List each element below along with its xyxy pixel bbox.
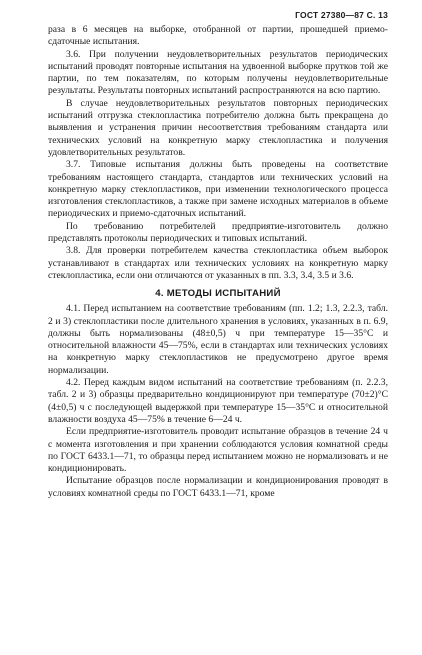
paragraph: По требованию потребителей предприятие-изготовитель должно представлять протоколы периодических и типовых испытаний. — [48, 220, 388, 245]
section-heading: 4. МЕТОДЫ ИСПЫТАНИЙ — [155, 288, 281, 300]
paragraph: 3.7. Типовые испытания должны быть проведены на соответствие требованиям настоящего стандарта, стандартов или технических условий на конкретную марку стеклопластиков, при изменении технологического процесса изготовления стеклопластиков, а также при замене исходных материалов в объеме периодических и приемо-сдаточных испытаний. — [48, 159, 388, 220]
paragraph: 4.2. Перед каждым видом испытаний на соответствие требованиям (п. 2.2.3, табл. 2 и 3) образцы предварительно кондиционируют при температуре (70±2)°С (4±0,5) ч с последующей выдержкой при температуре 15—35°С и относительной влажности воздуха 45—75% в течение 6—24 ч. — [48, 377, 388, 425]
paragraph: 3.8. Для проверки потребителем качества стеклопластика объем выборок устанавливают в стандартах или технических условиях на конкретную марку стеклопластика, если они отличаются от указанных в пп. 3.3, 3.4, 3.5 и 3.6. — [48, 245, 388, 281]
paragraph: 3.6. При получении неудовлетворительных результатов периодических испытаний проводят повторные испытания на удвоенной выборке прутков той же партии, по тем показателям, по которым получены неудовлетворительные результаты. Результаты повторных испытаний распространяются на всю партию. — [48, 48, 388, 97]
paragraph: 4.1. Перед испытанием на соответствие требованиям (пп. 1.2; 1.3, 2.2.3, табл. 2 и 3) стеклопластики после длительного хранения в условиях, указанных в п. 6.9, должны быть нормализованы (48±0,5) ч при температуре 15—35°С и относительной влажности 45—75%, если в стандартах или технических условиях на конкретную марку стеклопластиков не предусмотрено другое время нормализации. — [48, 303, 388, 376]
page-header: ГОСТ 27380—87 С. 13 — [295, 10, 388, 20]
paragraph: Если предприятие-изготовитель проводит испытание образцов в течение 24 ч с момента изготовления и при хранении соблюдаются условия комнатной среды по ГОСТ 6433.1—71, то образцы перед испытанием можно не нормализовать и не кондиционировать. — [48, 426, 388, 475]
paragraph: Испытание образцов после нормализации и кондиционирования проводят в условиях комнатной среды по ГОСТ 6433.1—71, кроме — [48, 475, 388, 499]
document-body — [48, 24, 388, 500]
paragraph: раза в 6 месяцев на выборке, отобранной от партии, прошедшей приемо-сдаточные испытания. — [48, 24, 388, 48]
paragraph: В случае неудовлетворительных результатов повторных периодических испытаний отгрузка стеклопластика потребителю должна быть прекращена до выявления и устранения причин несоответствия требованиям стандарта или технических условий на конкретную марку стеклопластика и получения удовлетворительных результатов. — [48, 97, 388, 158]
